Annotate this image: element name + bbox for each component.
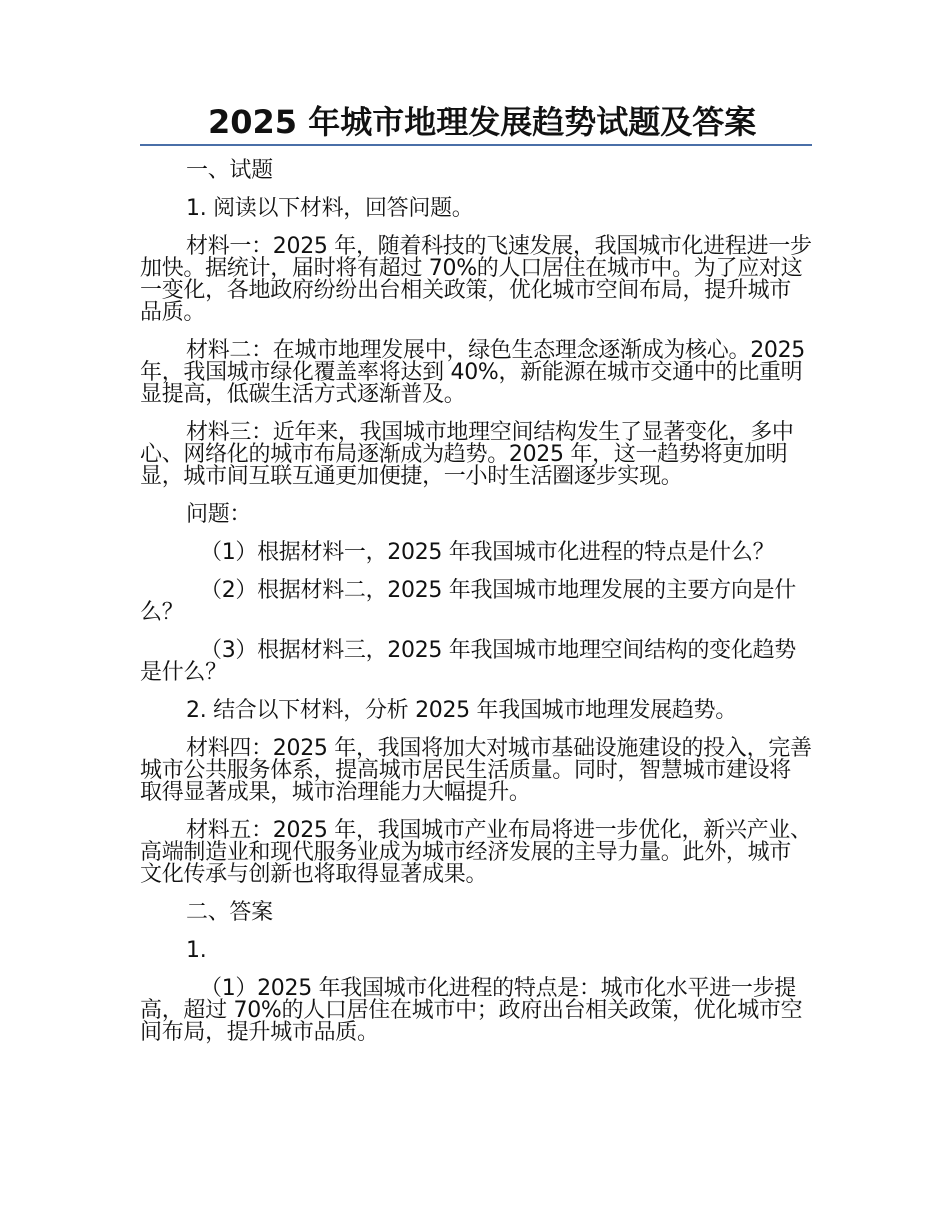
document-page	[140, 100, 812, 1060]
document-body	[140, 160, 812, 1044]
section-heading-questions: 一、试题	[186, 158, 273, 183]
material-4: 材料四：2025 年，我国将加大对城市基础设施建设的投入，完善城市公共服务体系，提高城市居民生活质量。同时，智慧城市建设将取得显著成果，城市治理能力大幅提升。	[140, 736, 812, 805]
question-2-prompt: 2. 结合以下材料，分析 2025 年我国城市地理发展趋势。	[186, 698, 737, 723]
material-3: 材料三：近年来，我国城市地理空间结构发生了显著变化，多中心、网络化的城市布局逐渐成为趋势。2025 年，这一趋势将更加明显，城市间互联互通更加便捷，一小时生活圈逐步实现。	[140, 420, 794, 489]
answer-1-part-1: （1）2025 年我国城市化进程的特点是：城市化水平进一步提高，超过 70%的人口居住在城市中；政府出台相关政策，优化城市空间布局，提升城市品质。	[140, 976, 803, 1045]
question-1-prompt: 1. 阅读以下材料，回答问题。	[186, 196, 474, 221]
document-title: 2025 年城市地理发展趋势试题及答案	[140, 100, 812, 146]
material-5: 材料五：2025 年，我国城市产业布局将进一步优化，新兴产业、高端制造业和现代服务业成为城市经济发展的主导力量。此外，城市文化传承与创新也将取得显著成果。	[140, 818, 812, 887]
questions-label: 问题：	[186, 502, 252, 527]
sub-question-1: （1）根据材料一，2025 年我国城市化进程的特点是什么？	[200, 540, 775, 565]
section-heading-answers: 二、答案	[186, 900, 273, 925]
sub-question-2: （2）根据材料二，2025 年我国城市地理发展的主要方向是什么？	[140, 578, 796, 625]
answer-1-label: 1.	[186, 938, 207, 963]
material-2: 材料二：在城市地理发展中，绿色生态理念逐渐成为核心。2025 年，我国城市绿化覆盖率将达到 40%，新能源在城市交通中的比重明显提高，低碳生活方式逐渐普及。	[140, 338, 805, 407]
sub-question-3: （3）根据材料三，2025 年我国城市地理空间结构的变化趋势是什么？	[140, 638, 796, 685]
material-1: 材料一：2025 年，随着科技的飞速发展，我国城市化进程进一步加快。据统计，届时将有超过 70%的人口居住在城市中。为了应对这一变化，各地政府纷纷出台相关政策，优化城市空间布局，提升城市品质。	[140, 234, 812, 325]
